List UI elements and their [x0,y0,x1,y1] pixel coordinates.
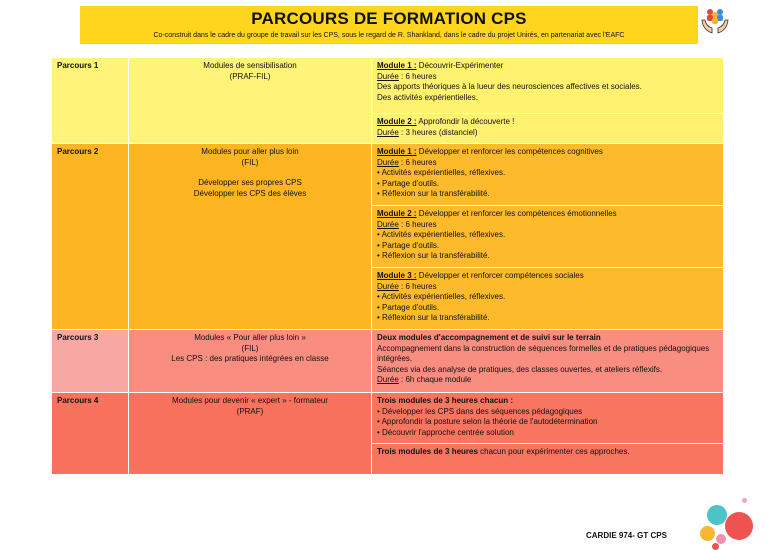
parcours-4-name: Parcours 4 [52,393,129,475]
parcours-2-module-2: Module 2 : Développer et renforcer les compétences émotionnelles Durée : 6 heures • Activités expérientielles, réflexives. • Partage d'outils. • Réflexion sur la transférabilité. [372,206,724,268]
list-item: • Réflexion sur la transférabilité. [377,313,718,324]
list-item: • Activités expérientielles, réflexives. [377,230,718,241]
decorative-dot [716,534,726,544]
list-item: • Réflexion sur la transférabilité. [377,189,718,200]
parcours-2-module-1: Module 1 : Développer et renforcer les compétences cognitives Durée : 6 heures • Activités expérientielles, réflexives. • Partage d'outils. • Réflexion sur la transférabilité. [372,144,724,206]
parcours-2-row [52,144,724,206]
footer-label: CARDIE 974- GT CPS [586,531,667,540]
list-item: • Activités expérientielles, réflexives. [377,168,718,179]
parcours-1-module-2: Module 2 : Approfondir la découverte ! Durée : 3 heures (distanciel) [372,114,724,144]
page-subtitle: Co-construit dans le cadre du groupe de travail sur les CPS, sous le regard de R. Shankland, dans le cadre du projet Unirés, en partenariat avec l'EAFC [153,32,625,39]
decorative-dot [712,543,719,550]
parcours-1-desc: Modules de sensibilisation (PRAF-FIL) [129,58,372,144]
parcours-1-module-1: Module 1 : Découvrir-Expérimenter Durée : 6 heures Des apports théoriques à la lueur des neurosciences affectives et sociales. Des activités expérientielles. [372,58,724,114]
decorative-dot [700,526,715,541]
parcours-3-name: Parcours 3 [52,330,129,393]
title-banner [80,6,698,44]
list-item: • Approfondir la posture selon la théorie de l'autodétermination [377,417,718,428]
parcours-3-desc: Modules « Pour aller plus loin » (FIL) Les CPS : des pratiques intégrées en classe [129,330,372,393]
parcours-4-row [52,393,724,444]
decorative-dot [742,498,747,503]
list-item: • Réflexion sur la transférabilité. [377,251,718,262]
list-item: • Activités expérientielles, réflexives. [377,292,718,303]
parcours-2-module-3: Module 3 : Développer et renforcer compétences sociales Durée : 6 heures • Activités expérientielles, réflexives. • Partage d'outils. • Réflexion sur la transférabilité. [372,268,724,330]
list-item: • Découvrir l'approche centrée solution [377,428,718,439]
parcours-3-row [52,330,724,393]
parcours-table [51,57,724,475]
parcours-2-desc: Modules pour aller plus loin (FIL) Développer ses propres CPS Développer les CPS des élèves [129,144,372,330]
page-title: PARCOURS DE FORMATION CPS [251,9,527,28]
decorative-dot [707,505,727,525]
parcours-3-content: Deux modules d'accompagnement et de suivi sur le terrain Accompagnement dans la construction de séquences formelles et de pratiques pédagogiques intégrées. Séances via des analyse de pratiques, des classes ouvertes, et ateliers réflexifs. Durée : 6h chaque module [372,330,724,393]
parcours-1-name: Parcours 1 [52,58,129,144]
parcours-4-summary: Trois modules de 3 heures chacun pour expérimenter ces approches. [372,444,724,475]
list-item: • Partage d'outils. [377,241,718,252]
list-item: • Développer les CPS dans des séquences pédagogiques [377,407,718,418]
parcours-4-content: Trois modules de 3 heures chacun : • Développer les CPS dans des séquences pédagogiques • Approfondir la posture selon la théorie de l'autodétermination • Découvrir l'approche centrée solution [372,393,724,444]
parcours-1-row [52,58,724,114]
list-item: • Partage d'outils. [377,179,718,190]
hands-people-icon [700,6,730,36]
parcours-2-name: Parcours 2 [52,144,129,330]
list-item: • Partage d'outils. [377,303,718,314]
decorative-dot [725,512,753,540]
parcours-4-desc: Modules pour devenir « expert » - formateur (PRAF) [129,393,372,475]
